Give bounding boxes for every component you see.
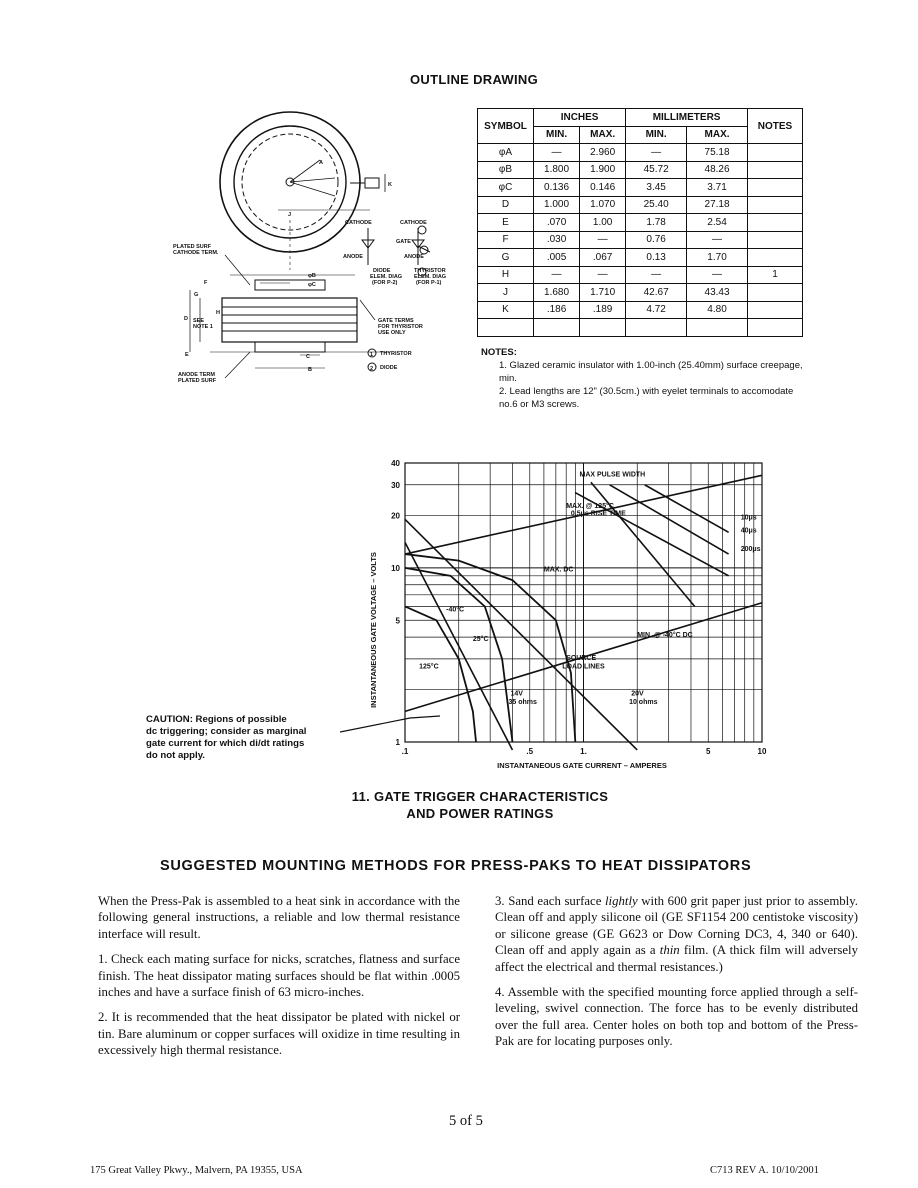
table-cell-sym: φB [478,161,534,179]
chart-x-axis-label: INSTANTANEOUS GATE CURRENT – AMPERES [497,761,667,770]
table-cell-sym: E [478,214,534,232]
svg-text:DIODE: DIODE [373,268,391,274]
svg-text:K: K [388,182,392,188]
table-cell-in-max: 1.070 [580,196,626,214]
svg-text:DIODE: DIODE [380,365,398,371]
chart-annotation: 40μs [740,527,757,535]
table-cell-sym [478,319,534,337]
caution-pointer [340,700,460,740]
svg-text:THYRISTOR: THYRISTOR [380,351,412,357]
footer-doc-ref: C713 REV A. 10/10/2001 [710,1165,819,1176]
table-cell-mm-min: 1.78 [626,214,687,232]
table-cell-note [748,196,803,214]
svg-text:D: D [184,316,188,322]
table-cell-sym: φA [478,144,534,162]
svg-text:GATE TERMS: GATE TERMS [378,318,414,324]
chart-annotation: MAX. @ 125°C [566,503,614,511]
table-cell-mm-min: 4.72 [626,301,687,319]
table-row [478,231,803,249]
table-cell-sym: F [478,231,534,249]
table-cell-note: 1 [748,266,803,284]
svg-text:B: B [308,367,312,373]
table-cell-note [748,231,803,249]
subheader-mm-max: MAX. [687,126,748,144]
table-cell-mm-max: 43.43 [687,284,748,302]
table-cell-in-max: .067 [580,249,626,267]
table-notes [481,346,811,411]
table-cell-in-max [580,319,626,337]
table-cell-mm-min: 25.40 [626,196,687,214]
table-row [478,144,803,162]
svg-text:(FOR P-2): (FOR P-2) [372,280,398,286]
outline-drawing [160,100,460,400]
table-cell-mm-min: 0.13 [626,249,687,267]
mounting-left-column [98,893,460,1068]
mounting-step-2: 2. It is recommended that the heat dissipator be plated with nickel or tin. Bare aluminum or copper surfaces will oxidize in time resulting in excessively high thermal resistance. [98,1010,460,1058]
chart-x-tick-label: 1. [580,747,587,756]
table-cell-mm-max: 48.26 [687,161,748,179]
header-inches: INCHES [534,109,626,127]
table-cell-mm-max: 2.54 [687,214,748,232]
table-cell-mm-max [687,319,748,337]
svg-text:(FOR P-1): (FOR P-1) [416,280,442,286]
table-row [478,266,803,284]
table-row [478,301,803,319]
table-cell-note [748,284,803,302]
svg-text:ELEM. DIAG: ELEM. DIAG [414,274,447,280]
table-row [478,249,803,267]
mounting-step-4: 4. Assemble with the specified mounting force applied through a self-leveling, swivel connection. The force has to be evenly distributed over the full area. Center holes on both top and bottom of the Press-Pak are for locating purposes only. [495,985,858,1049]
caution-line-1: CAUTION: Regions of possible [146,714,287,725]
footer-address: 175 Great Valley Pkwy., Malvern, PA 19355, USA [90,1165,303,1176]
chart-annotation: MAX PULSE WIDTH [579,471,646,479]
chart-annotation: MIN. @ -40°C DC [637,632,693,640]
svg-text:G: G [194,292,199,298]
chart-y-tick-label: 20 [391,511,400,521]
svg-text:ANODE: ANODE [343,254,363,260]
table-cell-in-min: 1.000 [534,196,580,214]
table-cell-sym: K [478,301,534,319]
table-cell-in-min: — [534,144,580,162]
table-cell-mm-max: — [687,231,748,249]
caution-line-3: gate current for which di/dt ratings [146,738,305,749]
svg-text:CATHODE: CATHODE [345,220,372,226]
svg-text:THYRISTOR: THYRISTOR [414,268,446,274]
chart-annotation: LOAD LINES [562,663,605,671]
caution-line-2: dc triggering; consider as marginal [146,726,307,737]
chart-x-tick-label: 5 [706,747,711,756]
chart-annotation: 10 ohms [629,699,658,707]
subheader-in-min: MIN. [534,126,580,144]
svg-text:φB: φB [308,273,316,279]
svg-text:ELEM. DIAG: ELEM. DIAG [370,274,403,280]
svg-text:ANODE: ANODE [404,254,424,260]
chart-y-tick-label: 1 [395,738,400,747]
chart-y-tick-label: 10 [391,563,400,573]
table-cell-in-min: .070 [534,214,580,232]
table-row [478,196,803,214]
chart-annotation: 20V [631,690,644,698]
svg-text:USE ONLY: USE ONLY [378,330,406,336]
table-row [478,214,803,232]
caption-line-1: 11. GATE TRIGGER CHARACTERISTICS [351,789,609,804]
table-cell-note [748,179,803,197]
note-1: 1. Glazed ceramic insulator with 1.00-inch (25.40mm) surface creepage, min. [499,360,803,384]
svg-text:J: J [288,212,292,218]
table-cell-in-max: 1.00 [580,214,626,232]
table-cell-sym: G [478,249,534,267]
chart-annotation: 200μs [740,545,761,553]
table-cell-note [748,319,803,337]
table-cell-mm-min [626,319,687,337]
mounting-title: SUGGESTED MOUNTING METHODS FOR PRESS-PAKS TO HEAT DISSIPATORS [160,858,752,874]
chart-annotation: 25°C [472,636,489,644]
table-row [478,284,803,302]
table-cell-in-max: — [580,266,626,284]
mounting-step-3: 3. Sand each surface lightly with 600 grit paper just prior to assembly. Clean off and apply silicone oil (GE SF1154 200 centistoke viscosity) or silicone grease (GE G623 or Dow Corning DC3, 4, 340 or 640). Clean off and apply again as a thin film. (A thick film will adversely affect the electrical and thermal resistances.) [495,894,858,974]
side-bottom-plate [255,342,325,352]
mounting-right-column [495,893,858,1059]
table-cell-note [748,249,803,267]
page-number: 5 of 5 [449,1113,483,1129]
svg-text:2: 2 [370,366,374,372]
table-cell-mm-min: — [626,144,687,162]
chart-y-axis-label: INSTANTANEOUS GATE VOLTAGE – VOLTS [369,552,378,708]
chart-annotation: 125°C [419,663,439,671]
chart-annotation: SOURCE [566,655,597,663]
table-cell-mm-min: 42.67 [626,284,687,302]
figure-caption [300,788,660,822]
table-cell-note [748,301,803,319]
svg-text:A: A [319,160,323,166]
table-cell-note [748,214,803,232]
table-cell-sym: φC [478,179,534,197]
dimension-table [477,108,803,337]
table-cell-in-min: .005 [534,249,580,267]
table-cell-in-min: 0.136 [534,179,580,197]
table-cell-mm-min: 45.72 [626,161,687,179]
table-cell-in-max: .189 [580,301,626,319]
svg-text:CATHODE: CATHODE [400,220,427,226]
table-cell-mm-max: 75.18 [687,144,748,162]
table-cell-mm-max: 27.18 [687,196,748,214]
svg-text:FOR THYRISTOR: FOR THYRISTOR [378,324,423,330]
header-millimeters: MILLIMETERS [626,109,748,127]
table-cell-sym: J [478,284,534,302]
table-cell-in-min: 1.680 [534,284,580,302]
chart-annotation: -40°C [446,606,465,614]
chart-y-tick-label: 30 [391,480,400,490]
chart-x-tick-label: .5 [526,747,534,756]
chart-annotation: 35 ohms [508,699,537,707]
table-cell-mm-max: 1.70 [687,249,748,267]
caution-line-4: do not apply. [146,750,205,761]
table-cell-in-min [534,319,580,337]
outline-drawing-title: OUTLINE DRAWING [410,72,538,87]
table-cell-in-max: — [580,231,626,249]
table-cell-sym: H [478,266,534,284]
table-cell-in-max: 1.710 [580,284,626,302]
side-body [222,298,357,342]
table-cell-sym: D [478,196,534,214]
note-2: 2. Lead lengths are 12" (30.5cm.) with eyelet terminals to accomodate no.6 or M3 screws. [499,386,794,410]
svg-text:GATE: GATE [396,239,411,245]
svg-text:1: 1 [370,352,374,358]
svg-text:H: H [216,310,220,316]
table-cell-mm-min: 3.45 [626,179,687,197]
mounting-step-1: 1. Check each mating surface for nicks, scratches, flatness and surface finish. The heat dissipator mating surfaces should be flat within .0005 inches and have a surface finish of 63 micro-inches. [98,952,460,1000]
svg-text:φC: φC [308,282,316,288]
chart-annotation: 10μs [740,514,757,522]
svg-text:PLATED SURF: PLATED SURF [178,378,217,384]
table-cell-in-max: 0.146 [580,179,626,197]
svg-text:E: E [185,352,189,358]
table-cell-note [748,144,803,162]
svg-text:F: F [204,280,208,286]
svg-text:SEE: SEE [193,318,205,324]
table-cell-note [748,161,803,179]
table-cell-mm-min: 0.76 [626,231,687,249]
mounting-intro: When the Press-Pak is assembled to a heat sink in accordance with the following general instructions, a reliable and low thermal resistance interface will result. [98,894,460,941]
table-row [478,319,803,337]
table-cell-mm-min: — [626,266,687,284]
svg-text:ANODE TERM: ANODE TERM [178,372,215,378]
chart-annotation: 0.5μs RISE TIME [570,510,626,518]
svg-text:PLATED SURF: PLATED SURF [173,244,212,250]
header-notes: NOTES [748,109,803,144]
svg-text:NOTE 1: NOTE 1 [193,324,213,330]
table-cell-in-min: .186 [534,301,580,319]
table-cell-in-min: 1.800 [534,161,580,179]
table-cell-mm-max: — [687,266,748,284]
subheader-in-max: MAX. [580,126,626,144]
svg-text:C: C [306,354,310,360]
table-row [478,161,803,179]
table-row [478,179,803,197]
table-cell-mm-max: 4.80 [687,301,748,319]
chart-x-tick-label: .1 [401,747,409,756]
table-cell-in-max: 2.960 [580,144,626,162]
table-cell-in-min: .030 [534,231,580,249]
header-symbol: SYMBOL [478,109,534,144]
caution-note [146,714,306,762]
chart-x-tick-label: 10 [757,747,767,756]
subheader-mm-min: MIN. [626,126,687,144]
caption-line-2: AND POWER RATINGS [406,806,554,821]
chart-annotation: 14V [510,690,523,698]
table-cell-in-min: — [534,266,580,284]
chart-y-tick-label: 40 [391,459,400,468]
notes-heading: NOTES: [481,347,517,358]
table-cell-in-max: 1.900 [580,161,626,179]
chart-annotation: MAX. DC [543,566,574,574]
svg-text:CATHODE TERM.: CATHODE TERM. [173,250,219,256]
chart-y-tick-label: 5 [395,616,400,626]
table-cell-mm-max: 3.71 [687,179,748,197]
